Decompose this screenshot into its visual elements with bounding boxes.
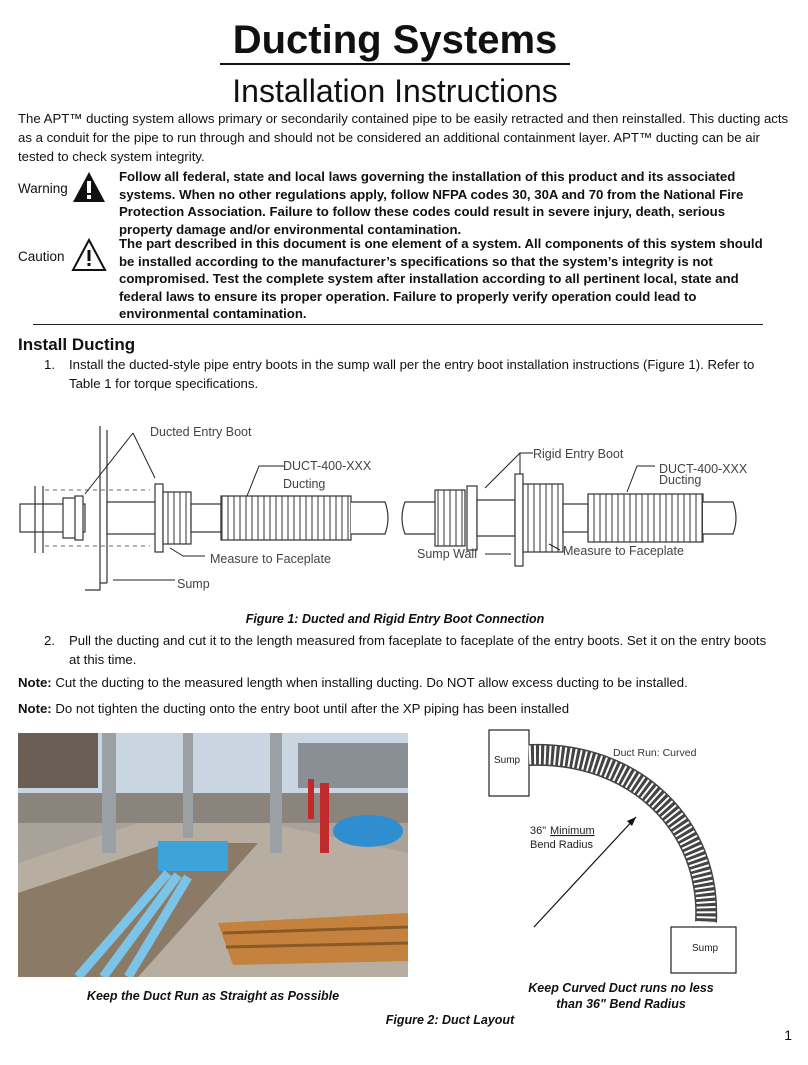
- fig2-sump-top-label: Sump: [494, 755, 521, 766]
- intro-paragraph: The APT™ ducting system allows primary or secondarily contained pipe to be easily retracted and then reinstalled. This ducting acts as a conduit for the pipe to run through and should not be considered an additional containment layer. APT™ ducting can be air tested to check system integrity.: [18, 111, 789, 164]
- warning-text: Follow all federal, state and local laws governing the installation of this product and its associated systems. When no other regulations apply, follow NFPA codes 30, 30A and 70 from the National Fire Protection Association. Failure to follow these codes could result in severe injury, death, serious property damage and/or environmental contamination.: [119, 169, 744, 237]
- fig2-duct-run-label: Duct Run: Curved: [613, 747, 697, 759]
- left-pipe: [20, 484, 388, 553]
- diagram-caption: [490, 980, 752, 1012]
- fig1-right-sump-wall-label: Sump Wall: [417, 547, 477, 561]
- photo-caption: Keep the Duct Run as Straight as Possible: [86, 989, 340, 1003]
- fig1-left-duct-label-2: Ducting: [283, 477, 326, 491]
- page-number: 1: [784, 1027, 792, 1043]
- document-subtitle: Installation Instructions: [232, 73, 558, 109]
- fig2-bend-minimum: Minimum: [550, 825, 595, 837]
- note-2-text: Do not tighten the ducting onto the entry boot until after the XP piping has been installed: [55, 701, 570, 716]
- fig1-left-measure-label: Measure to Faceplate: [210, 552, 331, 566]
- step-1-text: Install the ducted-style pipe entry boots in the sump wall per the entry boot installation instructions (Figure 1). Refer to Table 1 for torque specifications.: [69, 357, 755, 391]
- figure-1-diagram: [15, 418, 775, 598]
- section-heading: Install Ducting: [18, 335, 136, 354]
- figure-2-caption: Figure 2: Duct Layout: [385, 1013, 515, 1027]
- diagram-caption-line-1: Keep Curved Duct runs no less: [528, 981, 714, 995]
- note-2-label: Note:: [18, 701, 52, 716]
- step-1-number: 1.: [44, 357, 55, 372]
- curved-duct-diagram: [486, 727, 756, 977]
- duct-run-photo: [18, 733, 408, 977]
- fig1-right-duct-label-1: DUCT-400-XXX: [659, 462, 748, 476]
- note-1: [18, 673, 788, 692]
- note-1-text: Cut the ducting to the measured length when installing ducting. Do NOT allow excess ducting to be installed.: [55, 675, 688, 690]
- fig1-right-boot-label: Rigid Entry Boot: [533, 447, 624, 461]
- figure-1-caption: Figure 1: Ducted and Rigid Entry Boot Connection: [245, 612, 545, 626]
- warning-icon: [71, 170, 107, 204]
- fig1-left-sump-label: Sump: [177, 577, 210, 591]
- warning-label: Warning: [18, 181, 68, 196]
- note-1-label: Note:: [18, 675, 52, 690]
- fig1-right-duct-label-2: Ducting: [659, 473, 702, 487]
- fig2-sump-bottom-label: Sump: [692, 943, 719, 954]
- fig2-bend-value: 36": [530, 825, 547, 837]
- diagram-caption-line-2: than 36" Bend Radius: [556, 997, 686, 1011]
- step-2-text: Pull the ducting and cut it to the length measured from faceplate to faceplate of the entry boots. Set it on the entry boots at this time.: [69, 633, 767, 667]
- caution-icon: [71, 238, 107, 272]
- fig1-right-measure-label: Measure to Faceplate: [563, 544, 684, 558]
- fig2-bend-label: Bend Radius: [530, 839, 593, 851]
- left-sump-wall: [85, 426, 107, 590]
- title-underline: [220, 63, 570, 65]
- step-2-number: 2.: [44, 633, 55, 648]
- note-2: [18, 699, 788, 718]
- fig1-left-boot-label: Ducted Entry Boot: [150, 425, 252, 439]
- section-divider: [33, 324, 763, 325]
- caution-label: Caution: [18, 249, 65, 264]
- fig1-left-duct-label-1: DUCT-400-XXX: [283, 459, 372, 473]
- caution-text: The part described in this document is one element of a system. All components of this system should be installed according to the manufacturer’s specifications so that the system’s integrity is not compromised. Test the complete system after installation according to all pertinent local, state and federal laws to ensure its proper operation. Failure to properly verify operation could lead to environmental contamination.: [119, 236, 763, 321]
- document-title: Ducting Systems: [232, 18, 558, 62]
